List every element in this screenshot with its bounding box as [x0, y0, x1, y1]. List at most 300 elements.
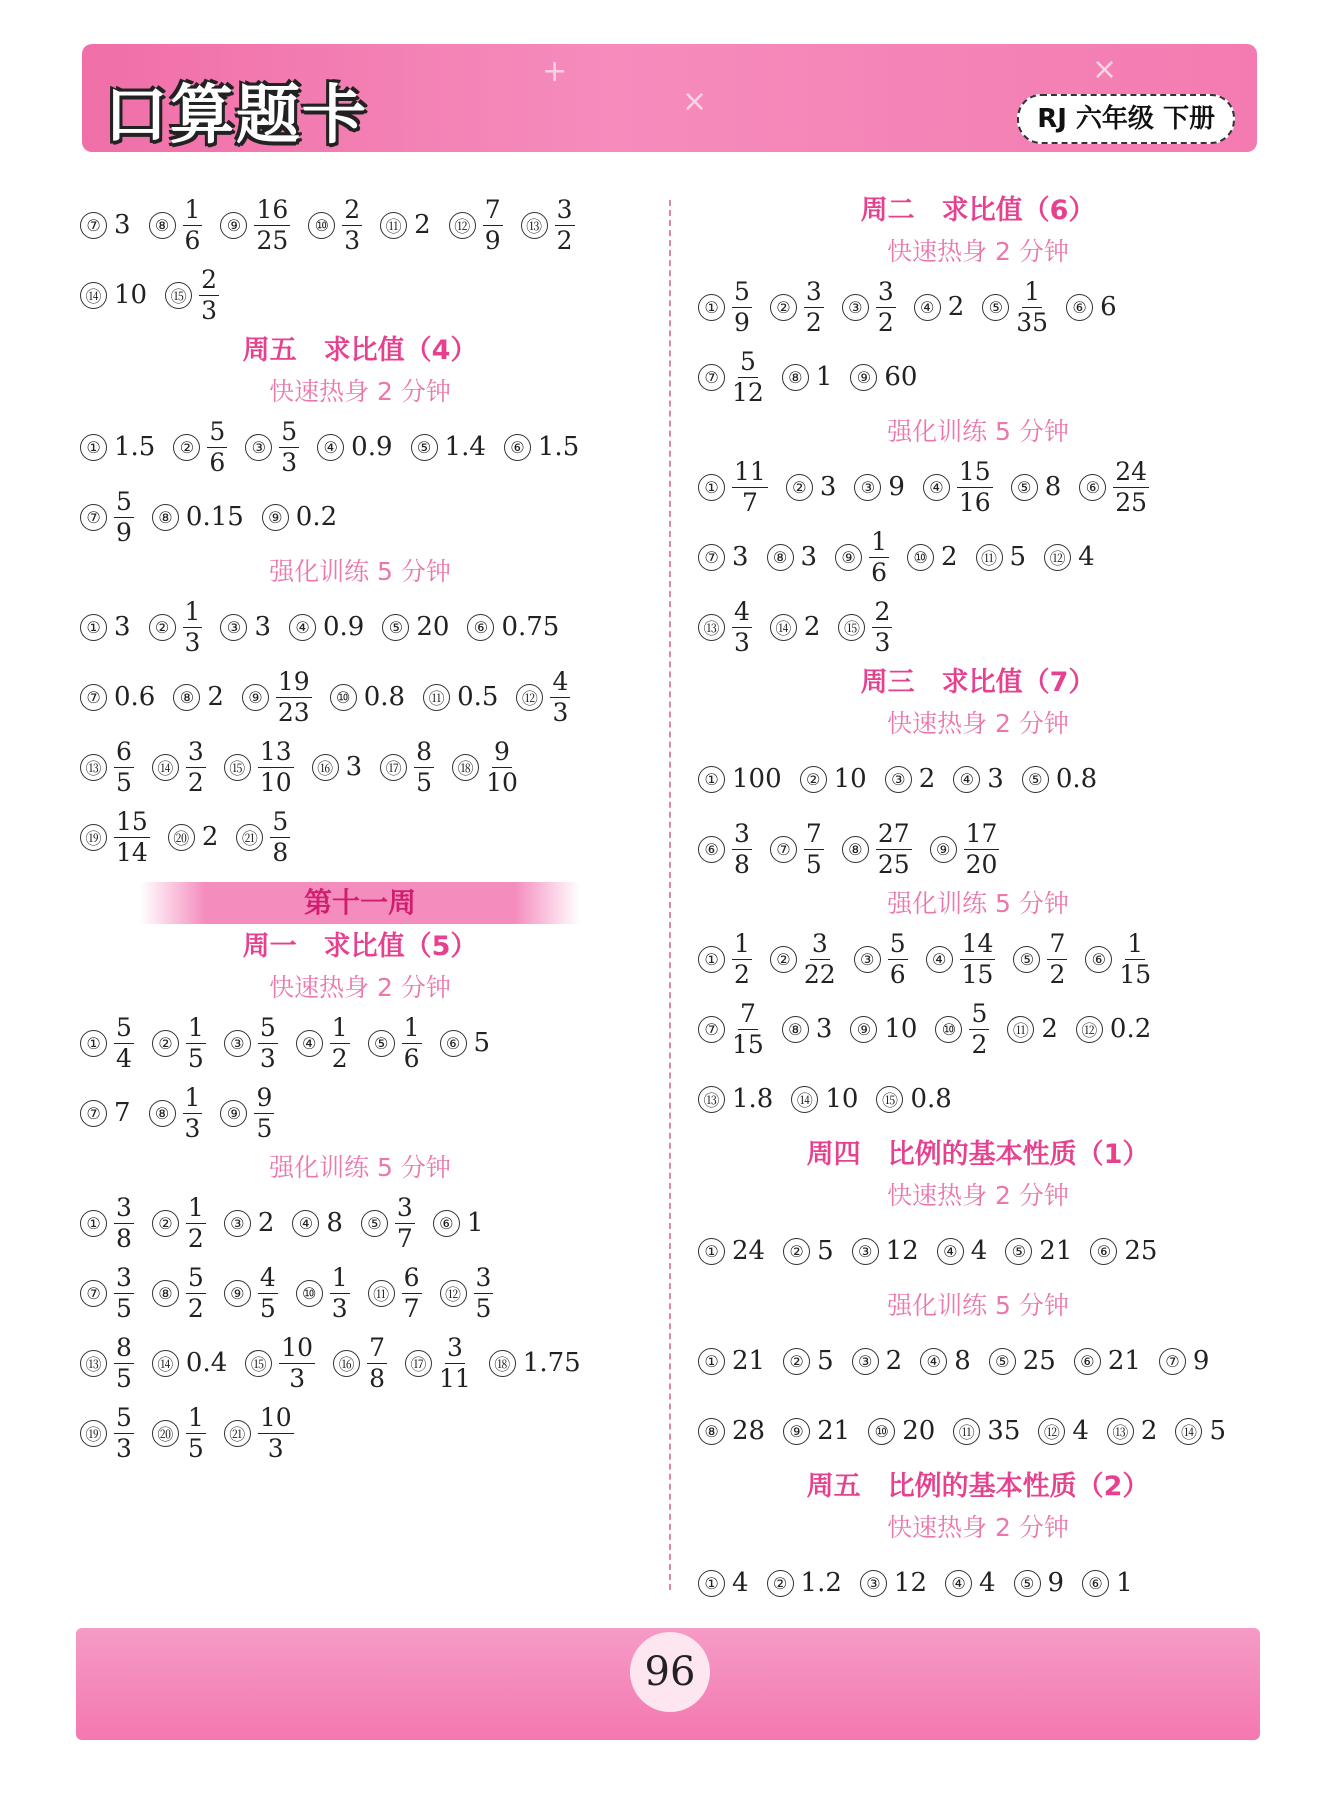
- answer-value: 2: [207, 682, 224, 712]
- section-subtitle: 快速热身 2 分钟: [269, 973, 451, 1002]
- question-number: ㉑: [236, 824, 263, 851]
- answer-value: 2: [414, 210, 431, 240]
- question-number: ④: [920, 1348, 947, 1375]
- numerator: 1: [403, 1012, 420, 1042]
- answer-value: 10: [833, 764, 867, 794]
- question-number: ③: [852, 1238, 879, 1265]
- answer-item: [698, 457, 768, 518]
- answer-item: [80, 210, 131, 240]
- fraction-answer: [964, 819, 1000, 880]
- denominator: 16: [958, 487, 991, 517]
- left-column: [80, 190, 640, 1468]
- denominator: 5: [116, 767, 132, 797]
- question-number: ⑩: [907, 544, 934, 571]
- fraction-answer: [186, 1403, 206, 1464]
- question-number: ⑤: [368, 1030, 395, 1057]
- answer-value: 3: [114, 612, 131, 642]
- question-number: ⑮: [245, 1350, 272, 1377]
- question-number: ⑦: [770, 836, 797, 863]
- question-number: ⑲: [80, 1420, 107, 1447]
- question-number: ④: [292, 1210, 319, 1237]
- denominator: 5: [116, 1293, 132, 1323]
- answer-item: [80, 432, 155, 462]
- denominator: 25: [1115, 487, 1148, 517]
- answer-item: [1011, 472, 1062, 502]
- question-number: ⑤: [1011, 474, 1038, 501]
- numerator: 5: [116, 1402, 132, 1432]
- answer-item: [1066, 292, 1117, 322]
- question-number: ⑧: [782, 1016, 809, 1043]
- answer-row: [698, 342, 1258, 412]
- question-number: ⑩: [308, 212, 335, 239]
- answer-row: [80, 1008, 640, 1078]
- question-number: ⑬: [521, 212, 548, 239]
- numerator: 5: [259, 1012, 276, 1042]
- denominator: 3: [267, 1433, 284, 1463]
- numerator: 13: [259, 736, 292, 766]
- question-number: ①: [80, 1030, 107, 1057]
- fraction-answer: [258, 1263, 278, 1324]
- question-number: ①: [698, 1238, 725, 1265]
- fraction-answer: [969, 999, 989, 1060]
- answer-value: 2: [918, 764, 936, 794]
- answer-item: [698, 597, 752, 658]
- question-number: ④: [317, 434, 344, 461]
- denominator: 3: [184, 627, 201, 657]
- question-number: ⑤: [989, 1348, 1016, 1375]
- fraction-answer: [395, 1193, 415, 1254]
- answer-item: [292, 1208, 343, 1238]
- denominator: 15: [732, 1029, 764, 1059]
- fraction-answer: [199, 265, 219, 326]
- question-number: ⑩: [868, 1418, 895, 1445]
- answer-value: 5: [473, 1028, 491, 1058]
- question-number: ⑭: [152, 1350, 179, 1377]
- denominator: 5: [116, 1363, 132, 1393]
- fraction-answer: [279, 417, 299, 478]
- answer-item: [80, 1263, 134, 1324]
- answer-item: [852, 1346, 903, 1376]
- question-number: ⑤: [1022, 766, 1049, 793]
- numerator: 5: [272, 806, 289, 836]
- answer-item: [368, 1013, 422, 1074]
- numerator: 3: [877, 276, 894, 306]
- question-number: ②: [783, 1348, 810, 1375]
- answer-item: [489, 1348, 581, 1378]
- fraction-answer: [114, 487, 134, 548]
- answer-item: [800, 764, 867, 794]
- numerator: 7: [369, 1332, 385, 1362]
- answer-item: [926, 929, 996, 990]
- answer-row: [80, 1078, 640, 1148]
- question-number: ⑤: [411, 434, 438, 461]
- denominator: 15: [961, 959, 994, 989]
- answer-item: [982, 277, 1048, 338]
- answer-value: 5: [1209, 1416, 1227, 1446]
- answer-item: [224, 1013, 278, 1074]
- numerator: 3: [475, 1262, 492, 1292]
- answer-item: [852, 1236, 919, 1266]
- answer-value: 4: [1078, 542, 1095, 572]
- answer-item: [152, 737, 206, 798]
- answer-row: [80, 802, 640, 872]
- answer-item: [698, 347, 764, 408]
- question-number: ⑧: [152, 504, 179, 531]
- answer-row: [80, 1328, 640, 1398]
- answer-row: [80, 482, 640, 552]
- denominator: 3: [201, 295, 217, 325]
- answer-item: [698, 1084, 773, 1114]
- answer-item: [80, 1013, 134, 1074]
- question-number: ⑨: [850, 364, 877, 391]
- header-banner: [82, 44, 1257, 152]
- fraction-answer: [957, 457, 993, 518]
- answer-item: [368, 1263, 422, 1324]
- question-number: ④: [914, 294, 941, 321]
- answer-row: [698, 814, 1258, 884]
- answer-value: 1.5: [114, 432, 156, 462]
- answer-row: [80, 1188, 640, 1258]
- question-number: ④: [926, 946, 953, 973]
- question-number: ⑩: [935, 1016, 962, 1043]
- answer-item: [698, 1568, 749, 1598]
- answer-value: 10: [825, 1084, 859, 1114]
- answer-item: [80, 280, 147, 310]
- answer-value: 4: [1072, 1416, 1089, 1446]
- fraction-answer: [114, 1263, 134, 1324]
- fraction-answer: [114, 1403, 134, 1464]
- fraction-answer: [804, 277, 824, 338]
- answer-item: [698, 277, 752, 338]
- numerator: 19: [277, 666, 310, 696]
- numerator: 1: [1024, 276, 1041, 306]
- denominator: 9: [484, 225, 501, 255]
- numerator: 4: [259, 1262, 276, 1292]
- answer-value: 3: [254, 612, 271, 642]
- fraction-answer: [258, 737, 294, 798]
- answer-item: [152, 1263, 206, 1324]
- section-subtitle: 强化训练 5 分钟: [887, 417, 1069, 446]
- numerator: 5: [209, 416, 226, 446]
- question-number: ⑰: [380, 754, 407, 781]
- fraction-answer: [732, 999, 764, 1060]
- denominator: 6: [209, 447, 226, 477]
- answer-item: [440, 1263, 494, 1324]
- question-number: ⑯: [333, 1350, 360, 1377]
- fraction-answer: [732, 597, 752, 658]
- answer-item: [1082, 1568, 1133, 1598]
- fraction-answer: [474, 1263, 494, 1324]
- answer-value: 20: [416, 612, 450, 642]
- question-number: ⑥: [1079, 474, 1106, 501]
- question-number: ⑧: [842, 836, 869, 863]
- fraction-answer: [276, 667, 312, 728]
- fraction-answer: [183, 195, 203, 256]
- answer-value: 0.8: [910, 1084, 952, 1114]
- answer-row: [80, 260, 640, 330]
- question-number: ⑤: [1013, 946, 1040, 973]
- answer-item: [850, 1014, 917, 1044]
- answer-row: [698, 272, 1258, 342]
- answer-item: [452, 737, 518, 798]
- question-number: ①: [80, 614, 107, 641]
- answer-value: 5: [817, 1346, 834, 1376]
- section-subtitle: 快速热身 2 分钟: [887, 709, 1069, 738]
- question-number: ⑥: [1066, 294, 1093, 321]
- question-number: ⑬: [1107, 1418, 1134, 1445]
- denominator: 5: [259, 1293, 276, 1323]
- answer-item: [80, 737, 134, 798]
- fraction-answer: [402, 1013, 422, 1074]
- numerator: 5: [187, 1262, 204, 1292]
- answer-item: [914, 292, 965, 322]
- answer-value: 12: [885, 1236, 919, 1266]
- answer-value: 28: [732, 1416, 766, 1446]
- question-number: ⑨: [262, 504, 289, 531]
- answer-item: [698, 999, 764, 1060]
- numerator: 3: [556, 194, 573, 224]
- answer-item: [80, 612, 131, 642]
- answer-value: 8: [954, 1346, 971, 1376]
- answer-item: [989, 1346, 1056, 1376]
- answer-value: 0.9: [323, 612, 365, 642]
- fraction-answer: [114, 807, 150, 868]
- fraction-answer: [254, 1083, 274, 1144]
- numerator: 1: [1127, 928, 1144, 958]
- denominator: 3: [331, 1293, 348, 1323]
- times-decoration-icon: ×: [682, 84, 708, 119]
- answer-item: [885, 764, 936, 794]
- answer-item: [168, 822, 219, 852]
- numerator: 7: [484, 194, 501, 224]
- fraction-answer: [254, 195, 290, 256]
- denominator: 8: [734, 849, 750, 879]
- numerator: 7: [805, 818, 822, 848]
- answer-item: [296, 1263, 350, 1324]
- question-number: ⑦: [80, 212, 107, 239]
- question-number: ②: [770, 946, 797, 973]
- denominator: 10: [486, 767, 518, 797]
- numerator: 10: [259, 1402, 292, 1432]
- fraction-answer: [330, 1263, 350, 1324]
- fraction-answer: [732, 819, 752, 880]
- answer-item: [149, 1083, 203, 1144]
- question-number: ⑪: [423, 684, 450, 711]
- numerator: 8: [416, 736, 433, 766]
- denominator: 25: [256, 225, 289, 255]
- answer-value: 2: [941, 542, 958, 572]
- numerator: 1: [187, 1402, 204, 1432]
- answer-item: [850, 362, 917, 392]
- denominator: 4: [116, 1043, 132, 1073]
- question-number: ②: [173, 434, 200, 461]
- answer-row: [698, 1216, 1258, 1286]
- question-number: ⑦: [698, 1016, 725, 1043]
- denominator: 8: [369, 1363, 385, 1393]
- numerator: 15: [958, 456, 991, 486]
- answer-item: [698, 542, 749, 572]
- denominator: 14: [116, 837, 148, 867]
- question-number: ⑨: [220, 1100, 247, 1127]
- answer-item: [1014, 1568, 1065, 1598]
- answer-item: [382, 612, 449, 642]
- numerator: 24: [1115, 456, 1148, 486]
- answer-item: [312, 752, 363, 782]
- question-number: ④: [923, 474, 950, 501]
- fraction-answer: [732, 277, 752, 338]
- fraction-answer: [550, 667, 570, 728]
- fraction-answer: [414, 737, 434, 798]
- numerator: 5: [971, 998, 988, 1028]
- section-subtitle: 快速热身 2 分钟: [887, 1513, 1069, 1542]
- question-number: ③: [245, 434, 272, 461]
- denominator: 7: [741, 487, 758, 517]
- answer-item: [330, 682, 405, 712]
- fraction-answer: [186, 737, 206, 798]
- fraction-answer: [888, 929, 908, 990]
- answer-item: [1005, 1236, 1072, 1266]
- numerator: 15: [116, 806, 148, 836]
- fraction-answer: [960, 929, 996, 990]
- question-number: ⑮: [165, 282, 192, 309]
- answer-item: [224, 1403, 294, 1464]
- grade-badge: RJ 六年级 下册: [1017, 94, 1235, 144]
- question-number: ⑪: [953, 1418, 980, 1445]
- question-number: ①: [698, 766, 725, 793]
- answer-value: 0.15: [185, 502, 244, 532]
- question-number: ⑭: [770, 614, 797, 641]
- answer-value: 12: [893, 1568, 927, 1598]
- denominator: 3: [281, 447, 298, 477]
- denominator: 12: [732, 377, 764, 407]
- numerator: 6: [116, 736, 132, 766]
- fraction-answer: [114, 1333, 134, 1394]
- answer-value: 0.4: [185, 1348, 228, 1378]
- answer-value: 8: [326, 1208, 343, 1238]
- answer-item: [842, 819, 912, 880]
- question-number: ⑱: [489, 1350, 516, 1377]
- answer-value: 5: [1009, 542, 1027, 572]
- question-number: ①: [698, 1348, 725, 1375]
- question-number: ⑦: [698, 364, 725, 391]
- question-number: ①: [698, 946, 725, 973]
- question-number: ⑧: [152, 1280, 179, 1307]
- question-number: ⑬: [698, 614, 725, 641]
- question-number: ⑦: [80, 504, 107, 531]
- denominator: 20: [965, 849, 998, 879]
- numerator: 1: [187, 1192, 204, 1222]
- answer-item: [907, 542, 958, 572]
- answer-item: [835, 527, 889, 588]
- question-number: ⑰: [405, 1350, 432, 1377]
- denominator: 23: [277, 697, 310, 727]
- question-number: ⑳: [168, 824, 195, 851]
- question-number: ②: [149, 614, 176, 641]
- answer-item: [1159, 1346, 1210, 1376]
- answer-row: [80, 662, 640, 732]
- question-number: ⑤: [982, 294, 1009, 321]
- denominator: 2: [1049, 959, 1066, 989]
- question-number: ⑮: [876, 1086, 903, 1113]
- section-heading: 周四 比例的基本性质（1）: [806, 1139, 1150, 1170]
- answer-value: 1.75: [522, 1348, 581, 1378]
- answer-item: [296, 1013, 350, 1074]
- answer-value: 2: [885, 1346, 903, 1376]
- fraction-answer: [330, 1013, 350, 1074]
- question-number: ⑳: [152, 1420, 179, 1447]
- answer-item: [791, 1084, 858, 1114]
- section-subtitle: 强化训练 5 分钟: [887, 1291, 1069, 1320]
- answer-value: 1.4: [444, 432, 486, 462]
- answer-item: [80, 1193, 134, 1254]
- answer-value: 35: [987, 1416, 1021, 1446]
- answer-row: [80, 1398, 640, 1468]
- answer-item: [317, 432, 392, 462]
- answer-value: 9: [888, 472, 905, 502]
- numerator: 10: [281, 1332, 314, 1362]
- question-number: ⑫: [1038, 1418, 1065, 1445]
- answer-value: 3: [345, 752, 363, 782]
- plus-decoration-icon: +: [542, 54, 568, 89]
- question-number: ⑪: [368, 1280, 395, 1307]
- numerator: 3: [734, 818, 750, 848]
- denominator: 2: [331, 1043, 348, 1073]
- question-number: ⑨: [930, 836, 957, 863]
- answer-value: 2: [1041, 1014, 1058, 1044]
- question-number: ⑤: [361, 1210, 388, 1237]
- denominator: 6: [871, 557, 887, 587]
- section-subtitle: 强化训练 5 分钟: [269, 557, 451, 586]
- question-number: ⑮: [838, 614, 865, 641]
- fraction-answer: [114, 737, 134, 798]
- answer-item: [953, 764, 1004, 794]
- answer-item: [173, 682, 224, 712]
- fraction-answer: [279, 1333, 315, 1394]
- question-number: ⑥: [1085, 946, 1112, 973]
- question-number: ⑥: [440, 1030, 467, 1057]
- answer-value: 4: [732, 1568, 749, 1598]
- answer-item: [504, 432, 579, 462]
- times-decoration-icon: ×: [1092, 52, 1118, 87]
- answer-item: [224, 737, 294, 798]
- answer-value: 6: [1100, 292, 1117, 322]
- answer-value: 9: [1047, 1568, 1065, 1598]
- numerator: 3: [116, 1262, 132, 1292]
- denominator: 3: [552, 697, 569, 727]
- denominator: 22: [803, 959, 836, 989]
- answer-item: [149, 195, 203, 256]
- answer-item: [945, 1568, 996, 1598]
- answer-value: 25: [1022, 1346, 1056, 1376]
- question-number: ③: [854, 474, 881, 501]
- answer-value: 2: [1140, 1416, 1158, 1446]
- question-number: ⑥: [1082, 1570, 1109, 1597]
- denominator: 2: [556, 225, 573, 255]
- numerator: 4: [552, 666, 569, 696]
- question-number: ⑨: [224, 1280, 251, 1307]
- denominator: 25: [877, 849, 910, 879]
- section-heading: 周二 求比值（6）: [860, 195, 1096, 226]
- fraction-answer: [367, 1333, 387, 1394]
- denominator: 2: [187, 767, 204, 797]
- question-number: ⑲: [80, 824, 107, 851]
- question-number: ③: [224, 1030, 251, 1057]
- question-number: ③: [220, 614, 247, 641]
- answer-row: [698, 744, 1258, 814]
- fraction-answer: [1047, 929, 1067, 990]
- question-number: ①: [80, 434, 107, 461]
- numerator: 1: [331, 1262, 348, 1292]
